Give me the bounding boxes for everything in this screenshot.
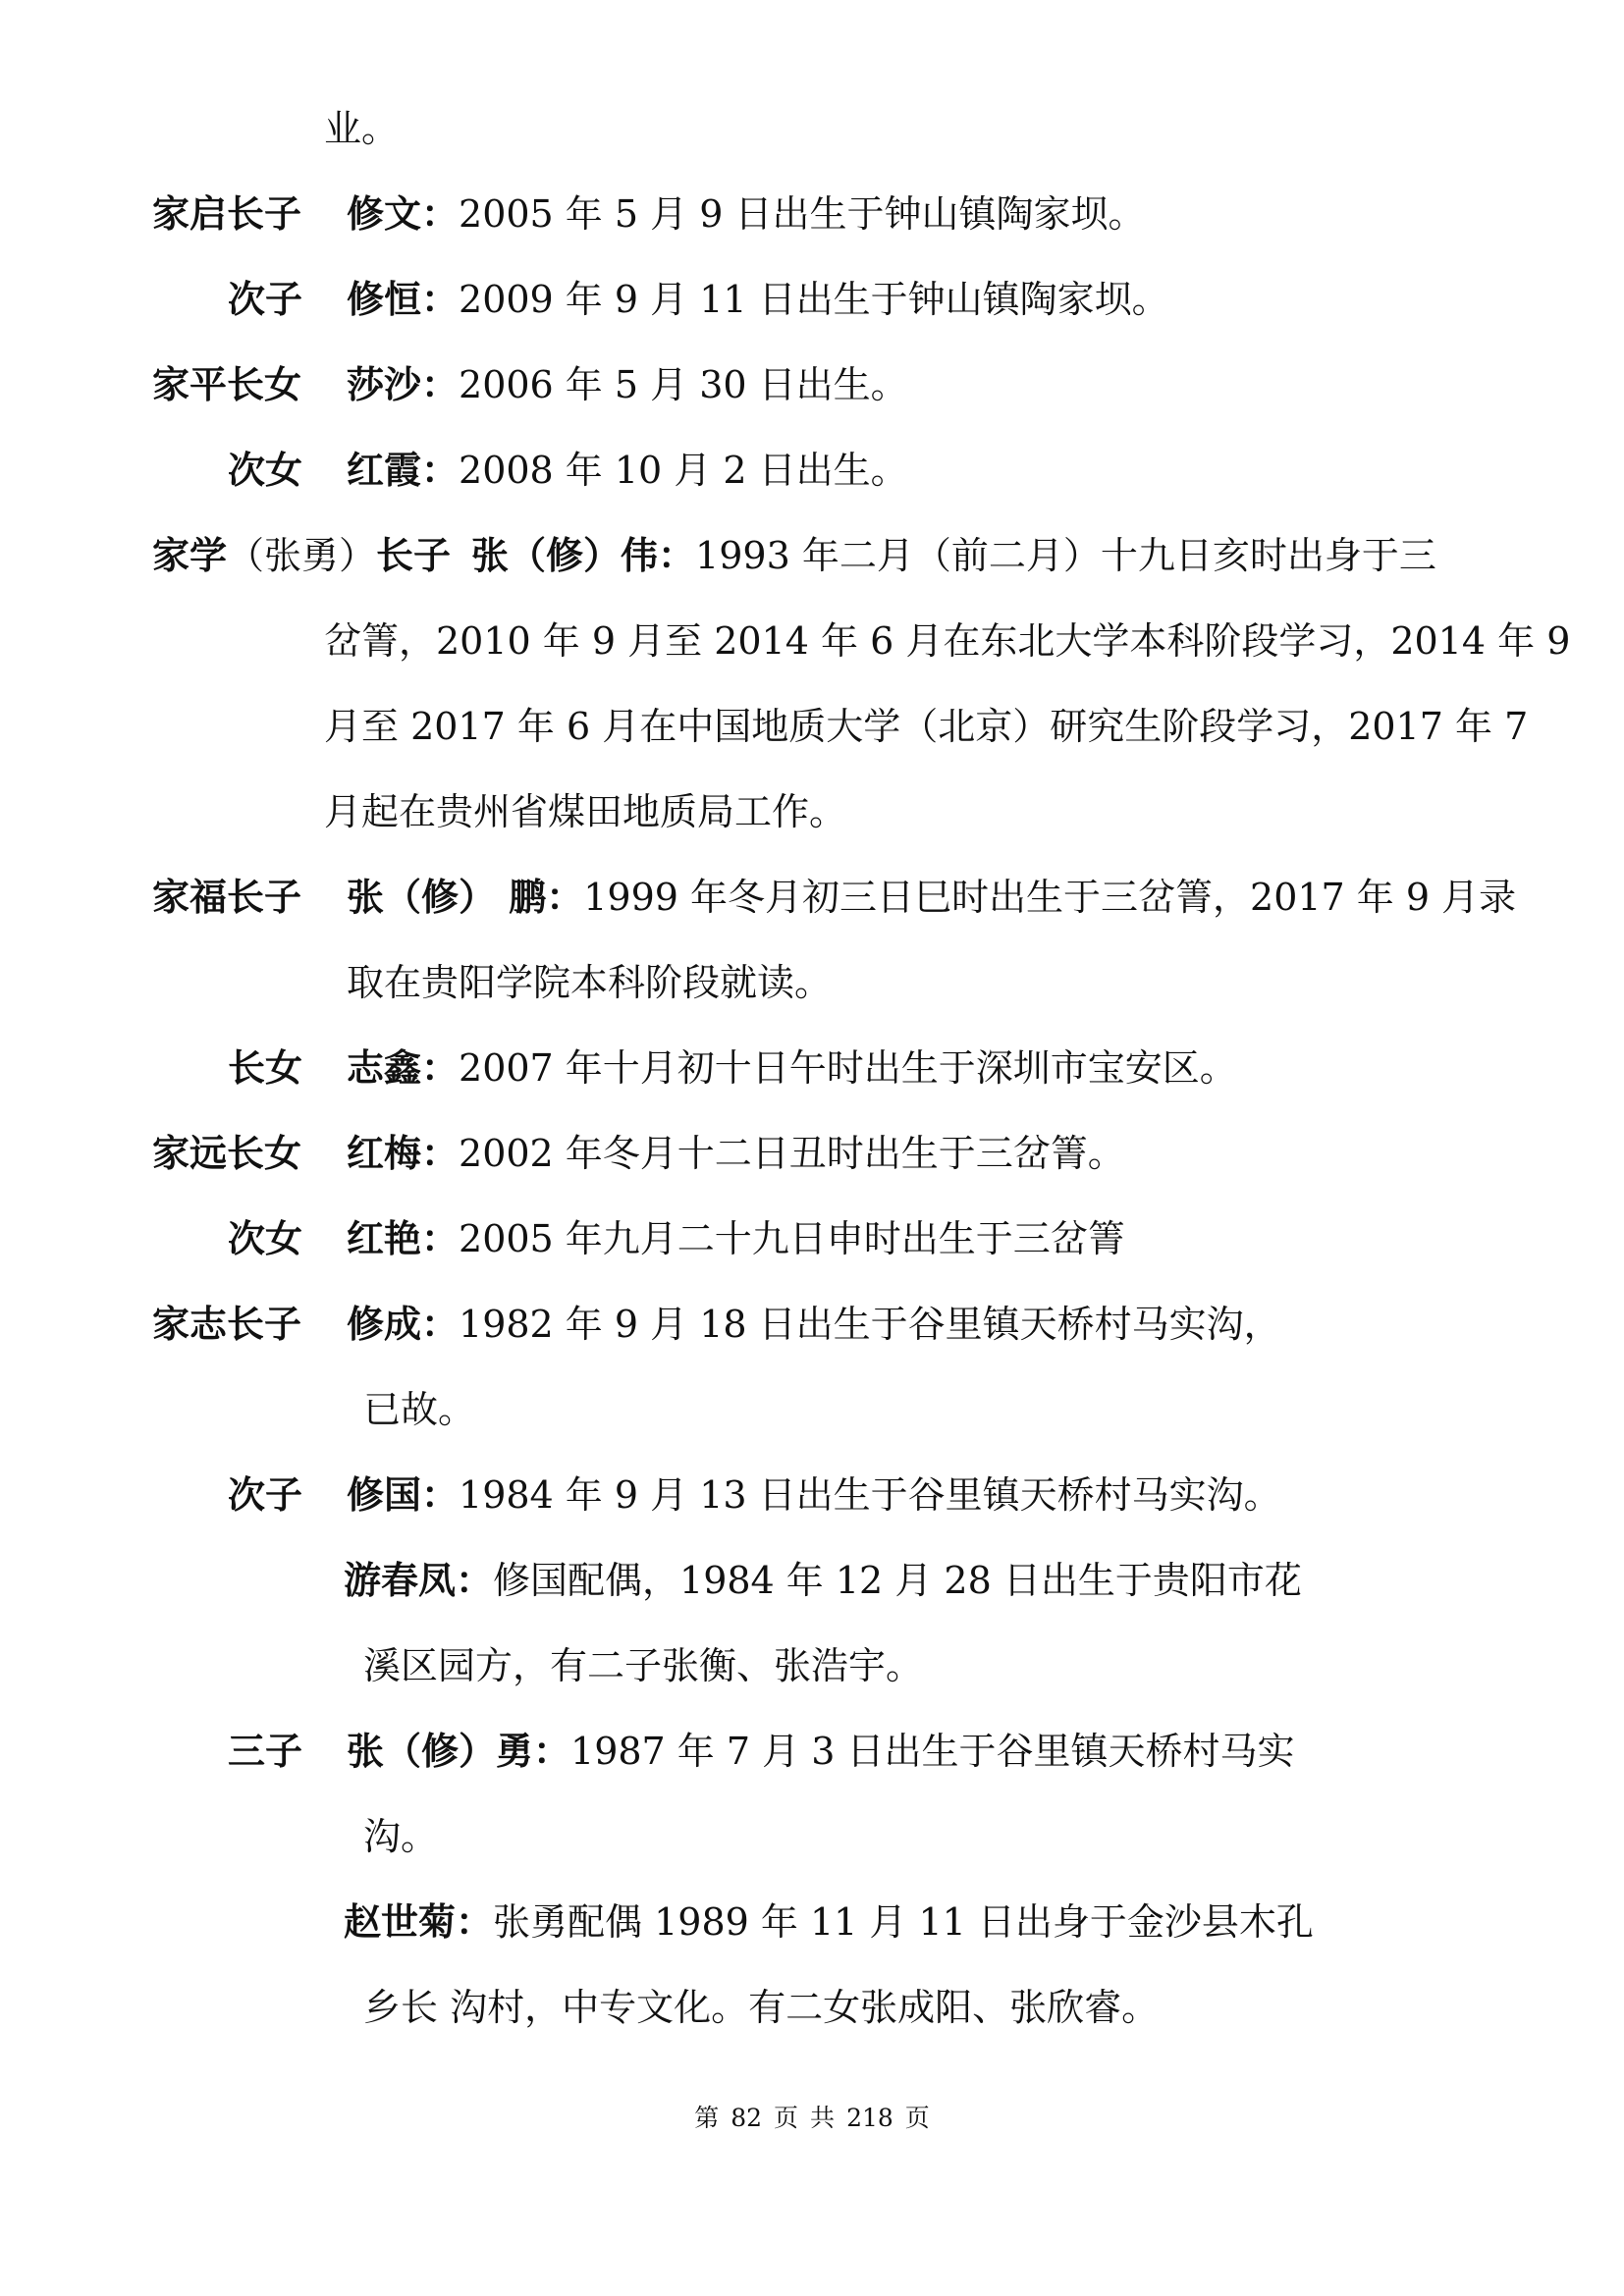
relation-label: 次子	[228, 277, 303, 321]
entry-text: 2002 年冬月十二日丑时出生于三岔箐。	[459, 1132, 1125, 1175]
text-line	[363, 1641, 923, 1690]
entry-line	[228, 446, 908, 495]
person-name: 张（修） 鹏：	[347, 875, 584, 919]
entry-text: 2006 年 5 月 30 日出生。	[459, 363, 908, 406]
spouse-name: 赵世菊：	[344, 1899, 494, 1944]
spouse-line	[344, 1556, 1302, 1605]
person-name: 修国：	[347, 1472, 460, 1517]
person-name: 红艳：	[347, 1216, 460, 1260]
line-text: 取在贵阳学院本科阶段就读。	[347, 961, 833, 1004]
page-label: 共	[810, 2104, 836, 2132]
entry-line	[228, 1727, 1294, 1776]
page-footer	[0, 2099, 1624, 2134]
entry-text: 1984 年 9 月 13 日出生于谷里镇天桥村马实沟。	[459, 1473, 1281, 1517]
entry-text: 1999 年冬月初三日巳时出生于三岔箐，2017 年 9 月录	[583, 876, 1517, 919]
entry-text: 2005 年九月二十九日申时出生于三岔箐	[459, 1217, 1125, 1260]
entry-text: 1993 年二月（前二月）十九日亥时出身于三	[695, 534, 1436, 577]
person-name: 红霞：	[347, 448, 460, 492]
person-name: 张（修）勇：	[347, 1729, 571, 1773]
text-line	[347, 958, 832, 1007]
person-name: 志鑫：	[347, 1045, 460, 1090]
relation-label: 家启长子	[152, 191, 302, 236]
text-line	[363, 1983, 1159, 2032]
relation-label: 家平长女	[152, 362, 302, 406]
entry-text: 1987 年 7 月 3 日出生于谷里镇天桥村马实	[570, 1730, 1295, 1773]
line-text: 乡长 沟村，中专文化。有二女张成阳、张欣睿。	[363, 1986, 1160, 2029]
entry-text: 2008 年 10 月 2 日出生。	[459, 449, 908, 492]
entry-line	[228, 1214, 1125, 1263]
text-line	[324, 104, 399, 153]
text-line	[363, 1385, 475, 1434]
entry-line	[152, 189, 1145, 239]
text-line	[324, 702, 1528, 751]
relation-label: 家远长女	[152, 1131, 302, 1175]
relation-label: 长子	[376, 533, 452, 577]
entry-text: 2009 年 9 月 11 日出生于钟山镇陶家坝。	[459, 278, 1169, 321]
line-text: 月至 2017 年 6 月在中国地质大学（北京）研究生阶段学习，2017 年 7	[324, 705, 1529, 748]
text-line	[363, 1812, 438, 1861]
relation-alias: （张勇）	[227, 534, 377, 577]
relation-label: 家志长子	[152, 1302, 302, 1346]
text-line	[324, 616, 1570, 666]
line-text: 已故。	[363, 1388, 476, 1431]
line-text: 月起在贵州省煤田地质局工作。	[324, 790, 847, 833]
entry-text: 修国配偶，1984 年 12 月 28 日出生于贵阳市花	[493, 1559, 1302, 1602]
person-name: 红梅：	[347, 1131, 460, 1175]
person-name: 修恒：	[347, 277, 460, 321]
entry-line	[152, 873, 1516, 922]
page-label: 第	[694, 2104, 720, 2132]
relation-label: 三子	[228, 1729, 303, 1773]
entry-text: 2005 年 5 月 9 日出生于钟山镇陶家坝。	[459, 192, 1146, 236]
text-line	[324, 787, 846, 836]
entry-line	[152, 531, 1436, 580]
person-name: 修成：	[347, 1302, 460, 1346]
entry-text: 张勇配偶 1989 年 11 月 11 日出身于金沙县木孔	[493, 1900, 1314, 1944]
relation-label: 次女	[228, 1216, 303, 1260]
relation-label: 家福长子	[152, 875, 302, 919]
entry-line	[152, 360, 908, 409]
relation-label: 次女	[228, 448, 303, 492]
entry-line	[152, 1300, 1281, 1349]
relation-label: 家学	[152, 533, 228, 577]
person-name: 修文：	[347, 191, 460, 236]
relation-label: 长女	[228, 1045, 303, 1090]
line-text: 沟。	[363, 1815, 439, 1858]
page-total: 218	[846, 2104, 893, 2132]
line-text: 溪区园方，有二子张衡、张浩宇。	[363, 1644, 924, 1687]
entry-text: 1982 年 9 月 18 日出生于谷里镇天桥村马实沟，	[459, 1303, 1281, 1346]
line-text: 业。	[324, 107, 400, 150]
page-label: 页	[904, 2104, 930, 2132]
line-text: 岔箐，2010 年 9 月至 2014 年 6 月在东北大学本科阶段学习，2014 年 9	[324, 619, 1571, 663]
page-label: 页	[774, 2104, 799, 2132]
page-number: 82	[731, 2104, 763, 2132]
person-name: 莎沙：	[347, 362, 460, 406]
entry-text: 2007 年十月初十日午时出生于深圳市宝安区。	[459, 1046, 1237, 1090]
entry-line	[228, 275, 1169, 324]
entry-line	[228, 1043, 1237, 1093]
relation-label: 次子	[228, 1472, 303, 1517]
entry-line	[228, 1470, 1281, 1520]
person-name: 张（修）伟：	[471, 533, 696, 577]
spouse-name: 游春凤：	[344, 1558, 494, 1602]
spouse-line	[344, 1897, 1314, 1947]
entry-line	[152, 1129, 1125, 1178]
